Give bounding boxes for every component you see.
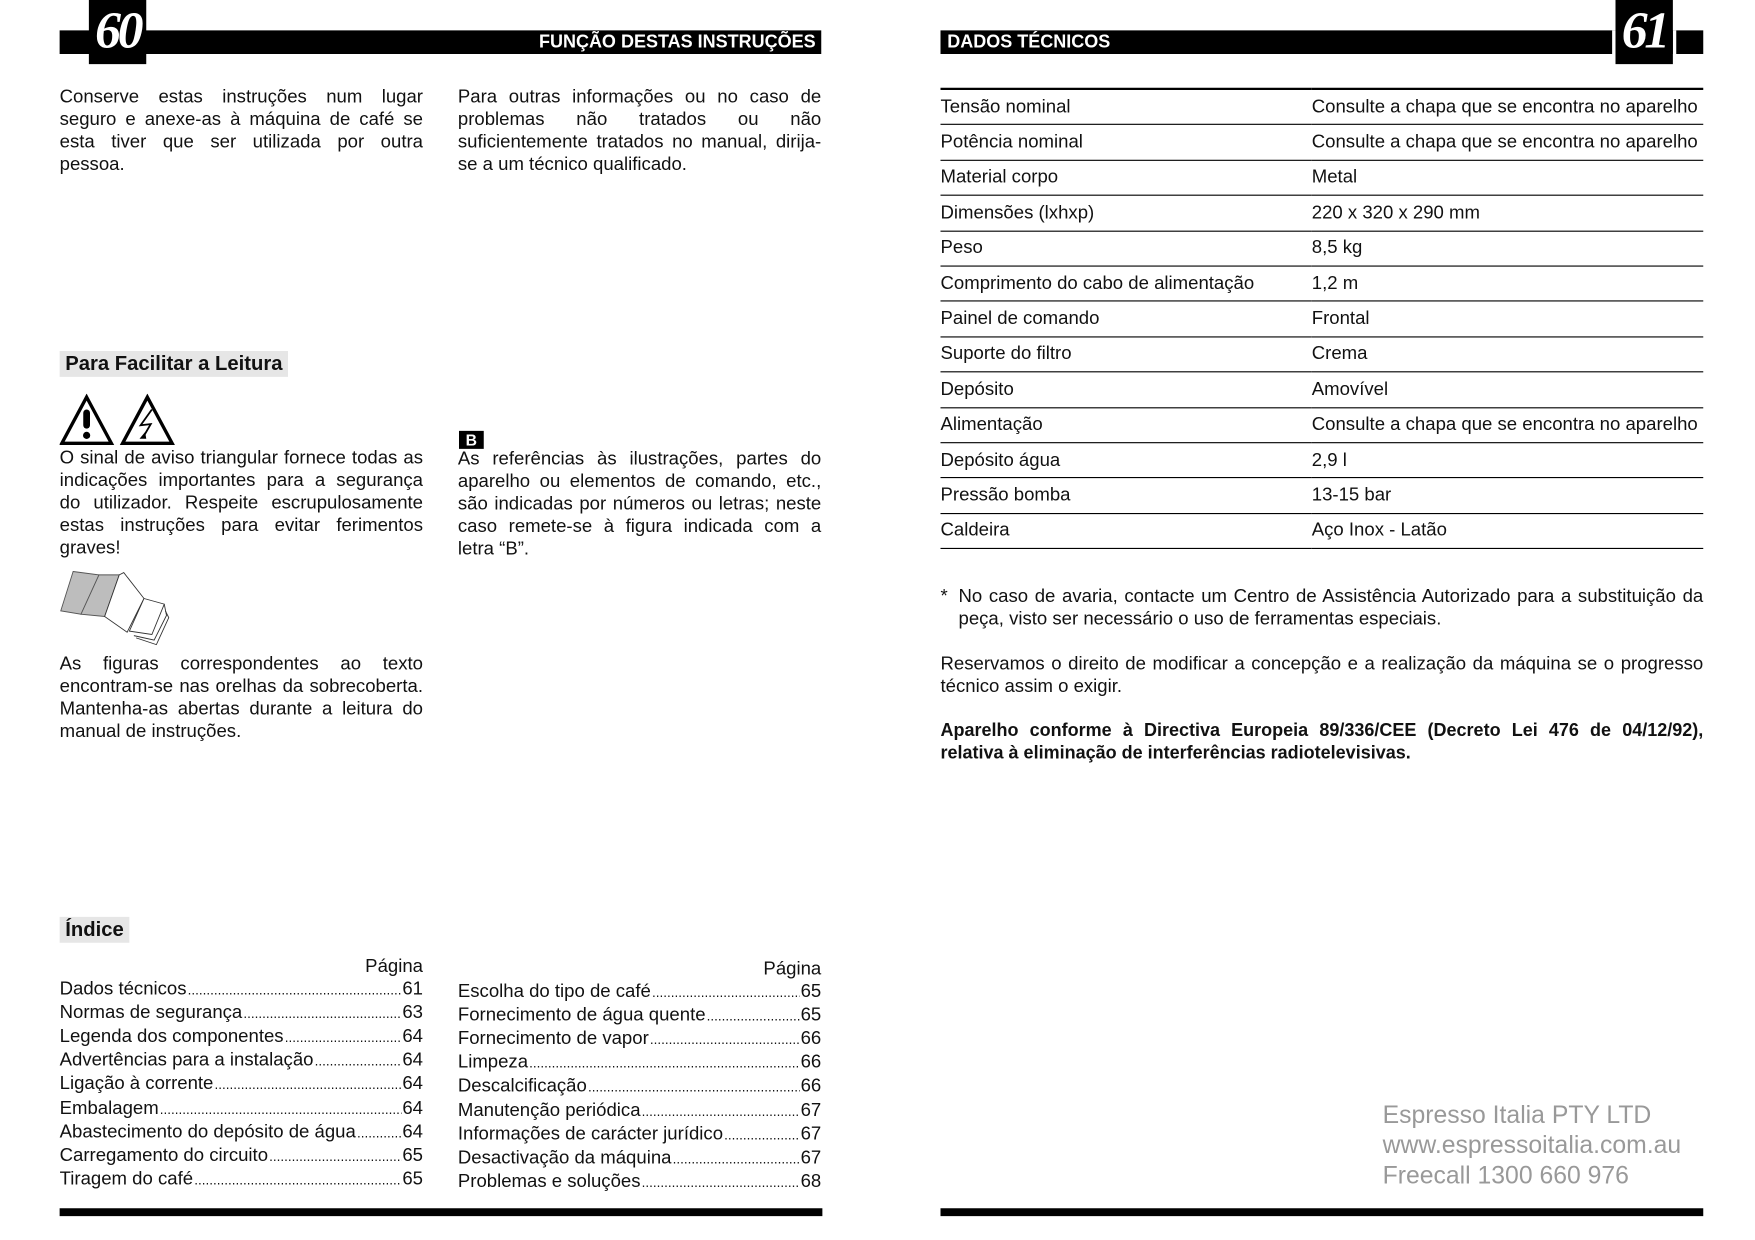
index-left-column [60,955,423,1191]
index-entry[interactable] [458,1122,821,1146]
company-name: Espresso Italia PTY LTD [1382,1100,1652,1129]
index-entry-label: Advertências para a instalação [59,1050,314,1071]
index-entry[interactable] [60,1096,423,1120]
intro-left-text: Conserve estas instruções num lugar seguro e anexe-as à máquina de café se esta tiver que ser utilizada por outra pessoa. [59,86,423,175]
spec-label: Material corpo [941,160,1312,195]
index-entry[interactable] [60,1120,423,1144]
spec-label: Depósito água [941,443,1312,478]
spec-value: 13-15 bar [1312,478,1704,513]
index-entry-label: Problemas e soluções [457,1170,641,1192]
spec-row [941,407,1704,442]
index-entry-label: Descalcificação [457,1076,587,1097]
index-entry[interactable] [458,1051,821,1075]
dot-leader [160,1096,401,1120]
spec-value: Metal [1312,160,1704,195]
index-entry-page: 63 [402,1002,423,1023]
spec-label: Alimentação [941,407,1312,442]
index-entry-label: Embalagem [59,1097,159,1118]
index-entry[interactable] [458,980,821,1004]
index-entry-label: Limpeza [457,1052,529,1073]
index-entry-page: 66 [800,1052,822,1073]
dot-leader [724,1122,799,1146]
phone-number: Freecall 1300 660 976 [1382,1161,1629,1190]
spec-label: Peso [941,231,1312,266]
spec-label: Potência nominal [941,125,1312,160]
dot-leader [642,1099,800,1123]
figures-text: As figuras correspondentes ao texto encontram-se nas orelhas da sobrecoberta. Mantenha-as abertas durante a leitura do manual de instruções. [59,653,423,742]
spec-value: Amovível [1312,372,1704,407]
index-entry-page: 64 [402,1026,423,1047]
index-entry-page: 64 [402,1121,423,1142]
index-title: Índice [60,917,130,943]
dot-leader [357,1120,401,1144]
index-entry-label: Escolha do tipo de café [457,981,651,1002]
index-entry[interactable] [458,1027,821,1051]
index-entry[interactable] [60,1144,423,1168]
spec-label: Suporte do filtro [941,337,1312,372]
index-entry[interactable] [60,978,423,1002]
index-entry-page: 64 [402,1073,423,1095]
dot-leader [188,978,402,1002]
dot-leader [285,1025,402,1049]
index-entry-page: 66 [800,1028,822,1049]
repair-note: No caso de avaria, contacte um Centro de Assistência Autorizado para a substituição da peça, visto ser necessário o uso de ferramentas especiais. [958,586,1704,629]
spec-row [941,266,1704,301]
header-gap [1673,30,1676,54]
spec-label: Tensão nominal [941,89,1312,125]
spec-value: Crema [1312,337,1704,372]
spec-value: 220 x 320 x 290 mm [1312,195,1704,230]
index-entry-page: 65 [800,981,822,1002]
electric-hazard-icon [123,397,173,443]
spec-value: Frontal [1312,301,1704,336]
note-marker: * [940,586,948,607]
page-number-left: 60 [89,0,146,64]
spec-label: Painel de comando [941,301,1312,336]
index-entry-label: Abastecimento do depósito de água [59,1121,356,1142]
index-entry-page: 65 [800,1004,822,1026]
spec-value: Consulte a chapa que se encontra no aparelho [1312,407,1704,442]
index-entry-page: 67 [800,1099,822,1121]
spec-label: Depósito [941,372,1312,407]
index-entry-label: Informações de carácter jurídico [457,1123,724,1144]
index-entry[interactable] [458,1170,821,1194]
spec-value: Aço Inox - Latão [1312,513,1704,548]
spec-row [941,478,1704,513]
spec-label: Dimensões (lxhxp) [941,195,1312,230]
dealer-footer [1383,1099,1682,1190]
dot-leader [642,1170,800,1194]
page-column-header: Página [763,958,822,979]
dot-leader [215,1073,402,1097]
dot-leader [529,1051,799,1075]
spec-value: Consulte a chapa que se encontra no aparelho [1312,89,1704,125]
index-entry-page: 65 [402,1144,423,1166]
reading-section-title: Para Facilitar a Leitura [60,351,288,377]
index-entry[interactable] [60,1025,423,1049]
index-entry[interactable] [458,1075,821,1099]
figure-letter-badge: B [459,431,484,449]
index-entry-label: Manutenção periódica [457,1099,641,1121]
dot-leader [650,1027,800,1051]
spec-label: Pressão bomba [941,478,1312,513]
left-bottom-rule [60,1208,823,1216]
right-bottom-rule [941,1208,1704,1216]
intro-right-text: Para outras informações ou no caso de problemas não tratados ou não suficientemente tratados no manual, dirija-se a um técnico qualificado. [457,86,822,175]
index-entry[interactable] [60,1001,423,1025]
dot-leader [269,1144,401,1168]
spec-label: Comprimento do cabo de alimentação [941,266,1312,301]
spec-value: 8,5 kg [1312,231,1704,266]
spec-row [941,443,1704,478]
spec-row [941,513,1704,548]
spec-row [941,160,1704,195]
page-column-header: Página [365,956,423,977]
page-number-right: 61 [1616,0,1673,64]
index-entry-label: Legenda dos componentes [59,1026,284,1047]
spec-value: 1,2 m [1312,266,1704,301]
index-entry-page: 67 [800,1147,822,1168]
compliance-text: Aparelho conforme à Directiva Europeia 89/336/CEE (Decreto Lei 476 de 04/12/92), relativa à eliminação de interferências radiotelevisivas. [940,721,1704,763]
index-entry[interactable] [60,1073,423,1097]
specs-table [941,88,1704,549]
spec-label: Caldeira [941,513,1312,548]
spec-value: Consulte a chapa que se encontra no aparelho [1312,125,1704,160]
index-entry[interactable] [458,1146,821,1170]
warning-text: O sinal de aviso triangular fornece todas as indicações importantes para a segurança do utilizador. Respeite escrupulosamente estas instruções para evitar ferimentos graves! [59,447,423,559]
spec-value: 2,9 l [1312,443,1704,478]
index-entry-page: 61 [402,978,423,1000]
dot-leader [315,1049,402,1073]
dot-leader [194,1168,401,1192]
reserve-text: Reservamos o direito de modificar a concepção e a realização da máquina se o progresso técnico assim o exigir. [940,653,1704,697]
index-entry-page: 68 [800,1170,822,1192]
index-entry-label: Tiragem do café [59,1168,194,1189]
index-entry[interactable] [458,1099,821,1123]
index-entry-page: 65 [402,1168,423,1189]
index-entry[interactable] [60,1168,423,1192]
spec-row [941,372,1704,407]
left-header-title: FUNÇÃO DESTAS INSTRUÇÕES [538,32,816,52]
right-header-title: DADOS TÉCNICOS [947,32,1111,52]
folded-cover-illustration [60,570,197,649]
index-entry[interactable] [60,1049,423,1073]
website-link[interactable]: www.espressoitalia.com.au [1382,1130,1682,1159]
index-entry[interactable] [458,1004,821,1028]
index-entry-label: Desactivação da máquina [457,1147,672,1168]
spec-row [941,89,1704,125]
index-entry-label: Normas de segurança [59,1002,243,1023]
dot-leader [588,1075,800,1099]
spec-row [941,337,1704,372]
index-entry-label: Fornecimento de água quente [457,1004,706,1026]
index-entry-label: Ligação à corrente [59,1073,214,1095]
index-entry-label: Dados técnicos [59,978,187,1000]
dot-leader [707,1004,800,1028]
index-right-column [458,957,821,1193]
references-text: As referências às ilustrações, partes do aparelho ou elementos de comando, etc., são indicadas por números ou letras; neste caso remete-se à figura indicada com a letra “B”. [457,448,822,560]
dot-leader [652,980,799,1004]
spec-row [941,301,1704,336]
spec-row [941,195,1704,230]
dot-leader [673,1146,800,1170]
index-entry-page: 64 [402,1097,423,1118]
index-entry-page: 67 [800,1123,822,1144]
spec-row [941,231,1704,266]
warning-triangle-icon [60,394,177,447]
index-entry-page: 64 [402,1050,423,1071]
index-entry-label: Fornecimento de vapor [457,1028,649,1049]
spec-row [941,125,1704,160]
index-entry-page: 66 [800,1076,822,1097]
index-entry-label: Carregamento do circuito [59,1144,269,1166]
dot-leader [243,1001,401,1025]
